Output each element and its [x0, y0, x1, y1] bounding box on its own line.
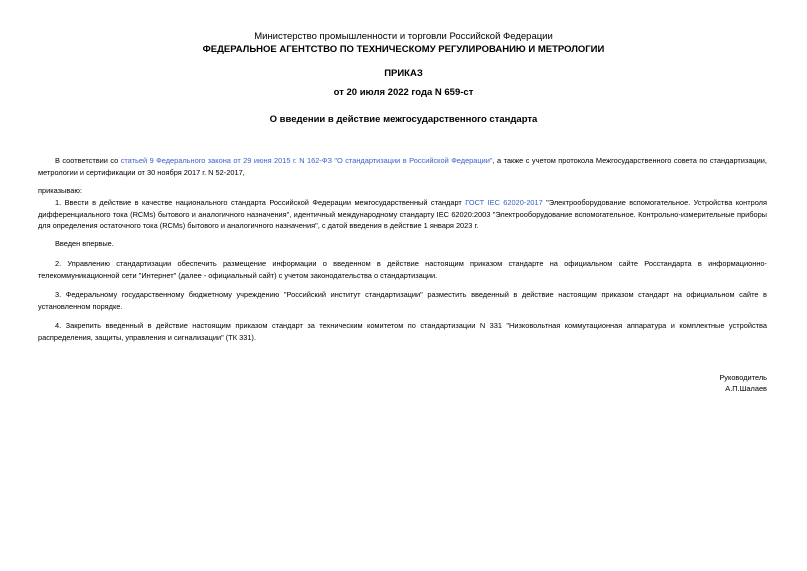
item-1-text-start: 1. Ввести в действие в качестве национального стандарта Российской Федерации межгосударственный стандарт: [55, 198, 466, 207]
order-word: приказываю:: [38, 186, 82, 195]
preamble-text-start: В соответствии со: [55, 156, 121, 165]
item-1-paragraph: [38, 197, 767, 232]
document-type: ПРИКАЗ: [384, 68, 423, 79]
document-subject: О введении в действие межгосударственного стандарта: [269, 114, 538, 125]
signatory-title: Руководитель: [719, 373, 767, 382]
preamble-paragraph: [38, 155, 767, 178]
gost-standard-link[interactable]: ГОСТ IEC 62020-2017: [465, 198, 543, 207]
item-3-paragraph: 3. Федеральному государственному бюджетному учреждению "Российский институт стандартизации" разместить введенный в действие настоящим приказом стандарт на официальном сайте в установленном порядке.: [38, 290, 767, 311]
item-4-paragraph: 4. Закрепить введенный в действие настоящим приказом стандарт за техническим комитетом по стандартизации N 331 "Низковольтная коммутационная аппаратура и комплектные устройства распределения, защиты, управления и сигнализации" (ТК 331).: [38, 321, 767, 342]
item-1-text-end: "Электрооборудование вспомогательное. Устройства контроля дифференциального тока (RCMs) бытового и аналогичного назначения", идентичный международному стандарту IEC 62020:2003 "Электрооборудование вспомогательное. Контрольно-измерительные приборы для определения остаточного тока (RCMs) бытового и аналогичного назначения", с датой введения в действие 1 января 2023 г.: [38, 198, 767, 230]
signatory-name: А.П.Шалаев: [725, 384, 767, 393]
introduced-first-note: Введен впервые.: [55, 239, 114, 248]
item-2-paragraph: 2. Управлению стандартизации обеспечить размещение информации о введенном в действие настоящим приказом стандарте на официальном сайте Росстандарта в информационно-телекоммуникационной сети "Интернет" (далее - официальный сайт) с учетом законодательства о стандартизации.: [38, 259, 767, 280]
preamble-text-end: , а также с учетом протокола Межгосударственного совета по стандартизации, метрологии и сертификации от 30 ноября 2017 г. N 52-2017,: [38, 156, 767, 177]
federal-law-link[interactable]: статьей 9 Федерального закона от 29 июня 2015 г. N 162-ФЗ "О стандартизации в Российской Федерации": [120, 156, 493, 165]
document-date-number: от 20 июля 2022 года N 659-ст: [333, 87, 474, 98]
ministry-name: Министерство промышленности и торговли Российской Федерации: [254, 31, 553, 42]
agency-name: ФЕДЕРАЛЬНОЕ АГЕНТСТВО ПО ТЕХНИЧЕСКОМУ РЕГУЛИРОВАНИЮ И МЕТРОЛОГИИ: [202, 44, 605, 55]
